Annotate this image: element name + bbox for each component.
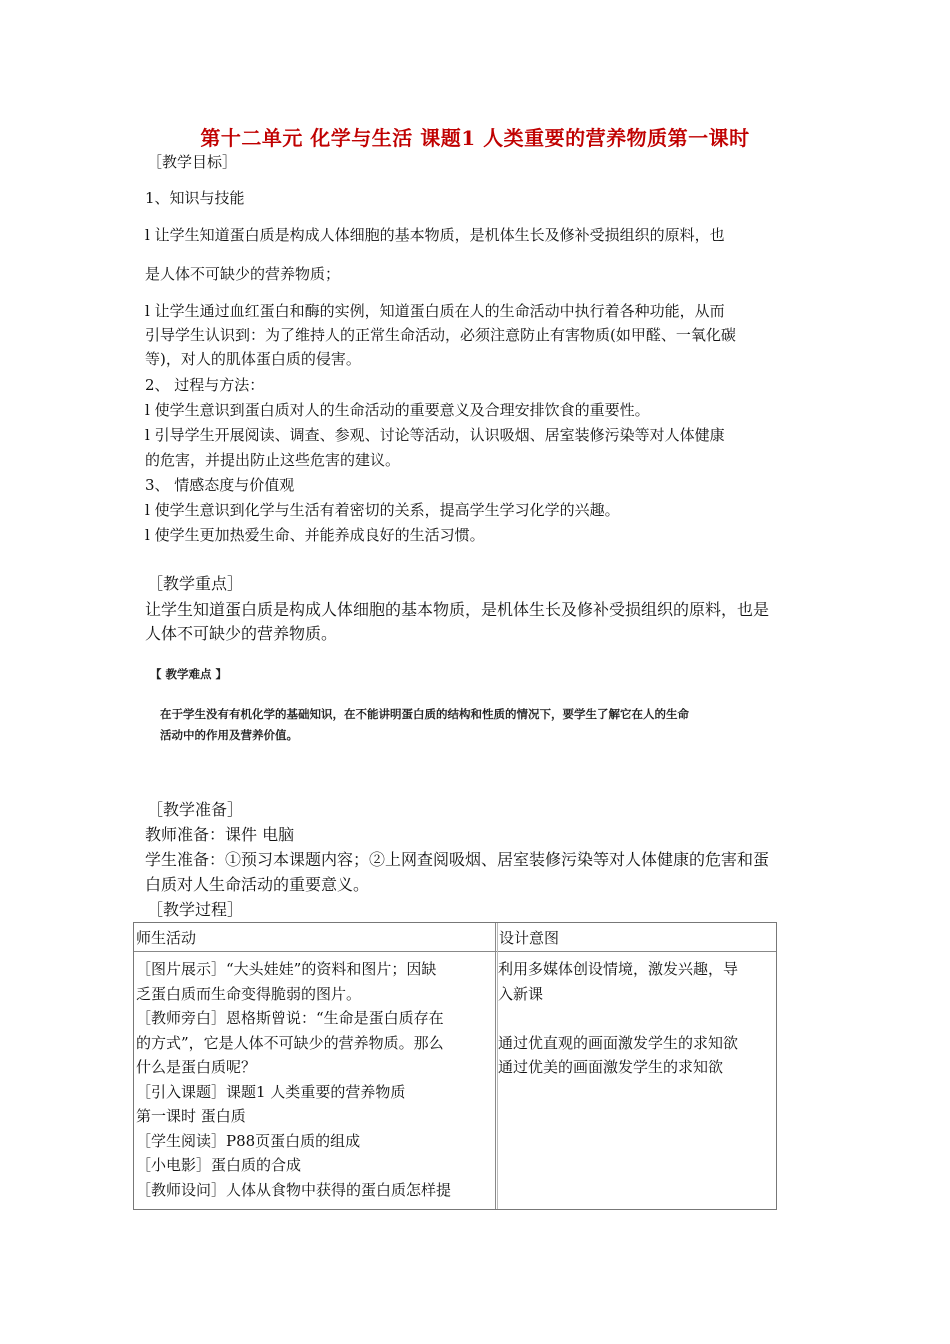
intent-line — [498, 1006, 774, 1031]
s3-paragraph2: l 使学生更加热爱生命、并能养成良好的生活习惯。 — [145, 526, 485, 544]
key-points-line1: 让学生知道蛋白质是构成人体细胞的基本物质，是机体生长及修补受损组织的原料，也是 — [145, 600, 770, 619]
table-header-row — [134, 923, 776, 952]
teacher-preparation: 教师准备：课件 电脑 — [145, 825, 295, 844]
key-points-line2: 人体不可缺少的营养物质。 — [145, 624, 338, 643]
difficulty-heading: 【 教学难点 】 — [150, 667, 228, 681]
objectives-heading: ［教学目标］ — [147, 153, 238, 171]
s1-paragraph2-line1: l 让学生通过血红蛋白和酶的实例，知道蛋白质在人的生命活动中执行着各种功能，从而 — [145, 302, 725, 320]
process-heading: ［教学过程］ — [147, 900, 244, 919]
activity-line: 第一课时 蛋白质 — [136, 1107, 246, 1125]
s2-paragraph2-line2: 的危害，并提出防止这些危害的建议。 — [145, 451, 401, 469]
section2-heading: 2、 过程与方法： — [145, 376, 265, 394]
activity-line: ［图片展示］“大头娃娃”的资料和图片；因缺 — [136, 960, 437, 978]
student-preparation-line1: 学生准备：①预习本课题内容；②上网查阅吸烟、居室装修污染等对人体健康的危害和蛋 — [145, 850, 770, 869]
activity-line: ［教师旁白］恩格斯曾说：“生命是蛋白质存在 — [136, 1009, 444, 1027]
activity-line: 乏蛋白质而生命变得脆弱的图片。 — [136, 984, 362, 1003]
intent-line: 通过优美的画面激发学生的求知欲 — [498, 1058, 724, 1076]
intent-line: 利用多媒体创设情境，激发兴趣，导 — [498, 960, 739, 978]
document-title: 第十二单元 化学与生活 课题1 人类重要的营养物质第一课时 — [200, 126, 750, 150]
activities-cell — [136, 957, 494, 1202]
key-points-heading: ［教学重点］ — [147, 574, 244, 593]
preparation-heading: ［教学准备］ — [147, 800, 244, 819]
activity-line: ［学生阅读］P88页蛋白质的组成 — [136, 1131, 361, 1150]
process-table — [133, 922, 777, 1210]
s1-paragraph2-line2: 引导学生认识到：为了维持人的正常生命活动，必须注意防止有害物质(如甲醛、一氧化碳 — [145, 326, 736, 344]
column-divider — [495, 923, 496, 1209]
section3-heading: 3、 情感态度与价值观 — [145, 476, 295, 494]
header-teacher-student-activities: 师生活动 — [136, 929, 197, 947]
difficulty-line1: 在于学生没有有机化学的基础知识，在不能讲明蛋白质的结构和性质的情况下，要学生了解它在人的生命 — [160, 707, 689, 721]
intent-line: 通过优直观的画面激发学生的求知欲 — [498, 1033, 739, 1052]
intent-line: 入新课 — [498, 984, 544, 1003]
intent-cell — [498, 957, 774, 1080]
student-preparation-line2: 白质对人生命活动的重要意义。 — [145, 875, 370, 894]
s1-paragraph1-line1: l 让学生知道蛋白质是构成人体细胞的基本物质，是机体生长及修补受损组织的原料，也 — [145, 226, 725, 244]
s1-paragraph1-line2: 是人体不可缺少的营养物质； — [145, 265, 341, 283]
activity-line: 什么是蛋白质呢？ — [136, 1058, 257, 1076]
s2-paragraph1: l 使学生意识到蛋白质对人的生命活动的重要意义及合理安排饮食的重要性。 — [145, 401, 650, 419]
section1-heading: 1、知识与技能 — [145, 189, 245, 207]
activity-line: 的方式”，它是人体不可缺少的营养物质。那么 — [136, 1033, 444, 1052]
s1-paragraph2-line3: 等)，对人的肌体蛋白质的侵害。 — [145, 350, 361, 368]
activity-line: ［小电影］蛋白质的合成 — [136, 1156, 302, 1174]
difficulty-line2: 活动中的作用及营养价值。 — [160, 728, 298, 742]
header-design-intent: 设计意图 — [499, 929, 560, 947]
s3-paragraph1: l 使学生意识到化学与生活有着密切的关系，提高学生学习化学的兴趣。 — [145, 501, 620, 519]
activity-line: ［引入课题］课题1 人类重要的营养物质 — [136, 1082, 406, 1101]
s2-paragraph2-line1: l 引导学生开展阅读、调查、参观、讨论等活动，认识吸烟、居室装修污染等对人体健康 — [145, 426, 725, 444]
activity-line: ［教师设问］人体从食物中获得的蛋白质怎样提 — [136, 1180, 452, 1199]
